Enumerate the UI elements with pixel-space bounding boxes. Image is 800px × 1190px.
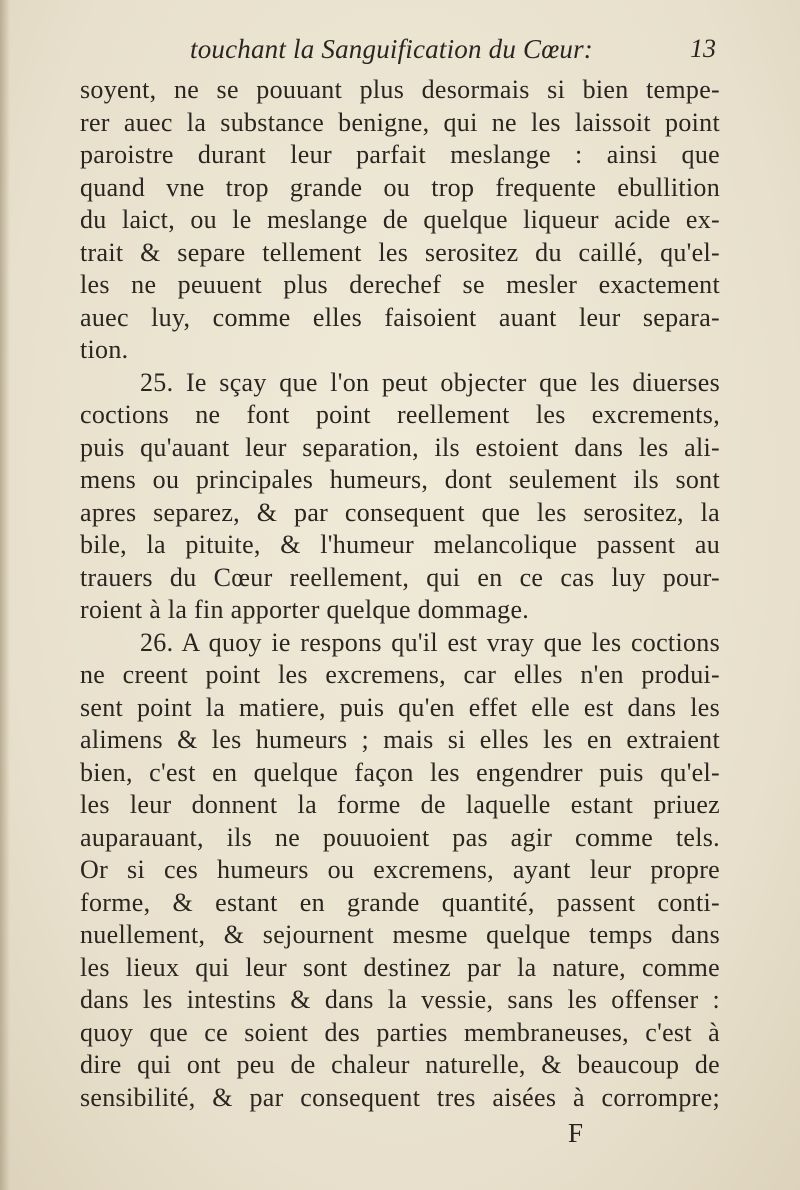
text-line: auec luy, comme elles faisoient auant leur separa- <box>80 302 720 332</box>
text-line: apres separez, & par consequent que les serositez, la <box>80 497 720 527</box>
text-line: alimens & les humeurs ; mais si elles les en extraient <box>80 725 720 754</box>
text-line: coctions ne font point reellement les excrements, <box>80 400 720 429</box>
text-line: quand vne trop grande ou trop frequente ebullition <box>80 172 720 202</box>
body-text <box>80 74 720 1114</box>
running-head: touchant la Sanguification du Cœur: <box>190 34 593 64</box>
text-line: trauers du Cœur reellement, qui en ce cas luy pour- <box>80 562 720 592</box>
text-line: bien, c'est en quelque façon les engendrer puis qu'el- <box>80 757 720 787</box>
paragraph-25-start: 25. Ie sçay que l'on peut objecter que les diuerses <box>140 367 720 397</box>
text-line: les leur donnent la forme de laquelle estant priuez <box>80 790 720 819</box>
text-line: tion. <box>80 335 129 364</box>
text-line: du laict, ou le meslange de quelque liqueur acide ex- <box>80 205 720 234</box>
page-gutter-shadow <box>0 0 10 1190</box>
text-line: trait & separe tellement les serositez du caillé, qu'el- <box>80 237 720 267</box>
text-line: sent point la matiere, puis qu'en effet elle est dans les <box>80 692 720 722</box>
text-line: les lieux qui leur sont destinez par la nature, comme <box>80 952 720 982</box>
page-header <box>80 30 720 70</box>
text-line: nuellement, & sejournent mesme quelque temps dans <box>80 920 720 949</box>
text-line: roient à la fin apporter quelque dommage. <box>80 595 530 624</box>
text-line: auparauant, ils ne pouuoient pas agir comme tels. <box>80 822 720 852</box>
text-line: quoy que ce soient des parties membraneuses, c'est à <box>80 1017 720 1047</box>
text-line: bile, la pituite, & l'humeur melancolique passent au <box>80 530 720 559</box>
text-line: les ne peuuent plus derechef se mesler exactement <box>80 270 720 299</box>
text-line: forme, & estant en grande quantité, passent conti- <box>80 887 720 917</box>
text-line: puis qu'auant leur separation, ils estoient dans les ali- <box>80 432 720 462</box>
page-number: 13 <box>690 34 716 63</box>
signature-mark: F <box>568 1118 584 1148</box>
text-line: Or si ces humeurs ou excremens, ayant leur propre <box>80 855 720 884</box>
text-line: soyent, ne se pouuant plus desormais si bien tempe- <box>80 75 720 104</box>
text-line: mens ou principales humeurs, dont seulement ils sont <box>80 465 720 494</box>
text-line: ne creent point les excremens, car elles n'en produi- <box>80 660 720 689</box>
text-line: dans les intestins & dans la vessie, sans les offenser : <box>80 985 720 1014</box>
paragraph-26-start: 26. A quoy ie respons qu'il est vray que les coctions <box>140 627 720 657</box>
text-line: sensibilité, & par consequent tres aisées à corrompre; <box>80 1082 720 1112</box>
text-line: paroistre durant leur parfait meslange : ainsi que <box>80 140 720 169</box>
text-line: dire qui ont peu de chaleur naturelle, & beaucoup de <box>80 1050 720 1079</box>
text-line: rer auec la substance benigne, qui ne les laissoit point <box>80 107 720 137</box>
